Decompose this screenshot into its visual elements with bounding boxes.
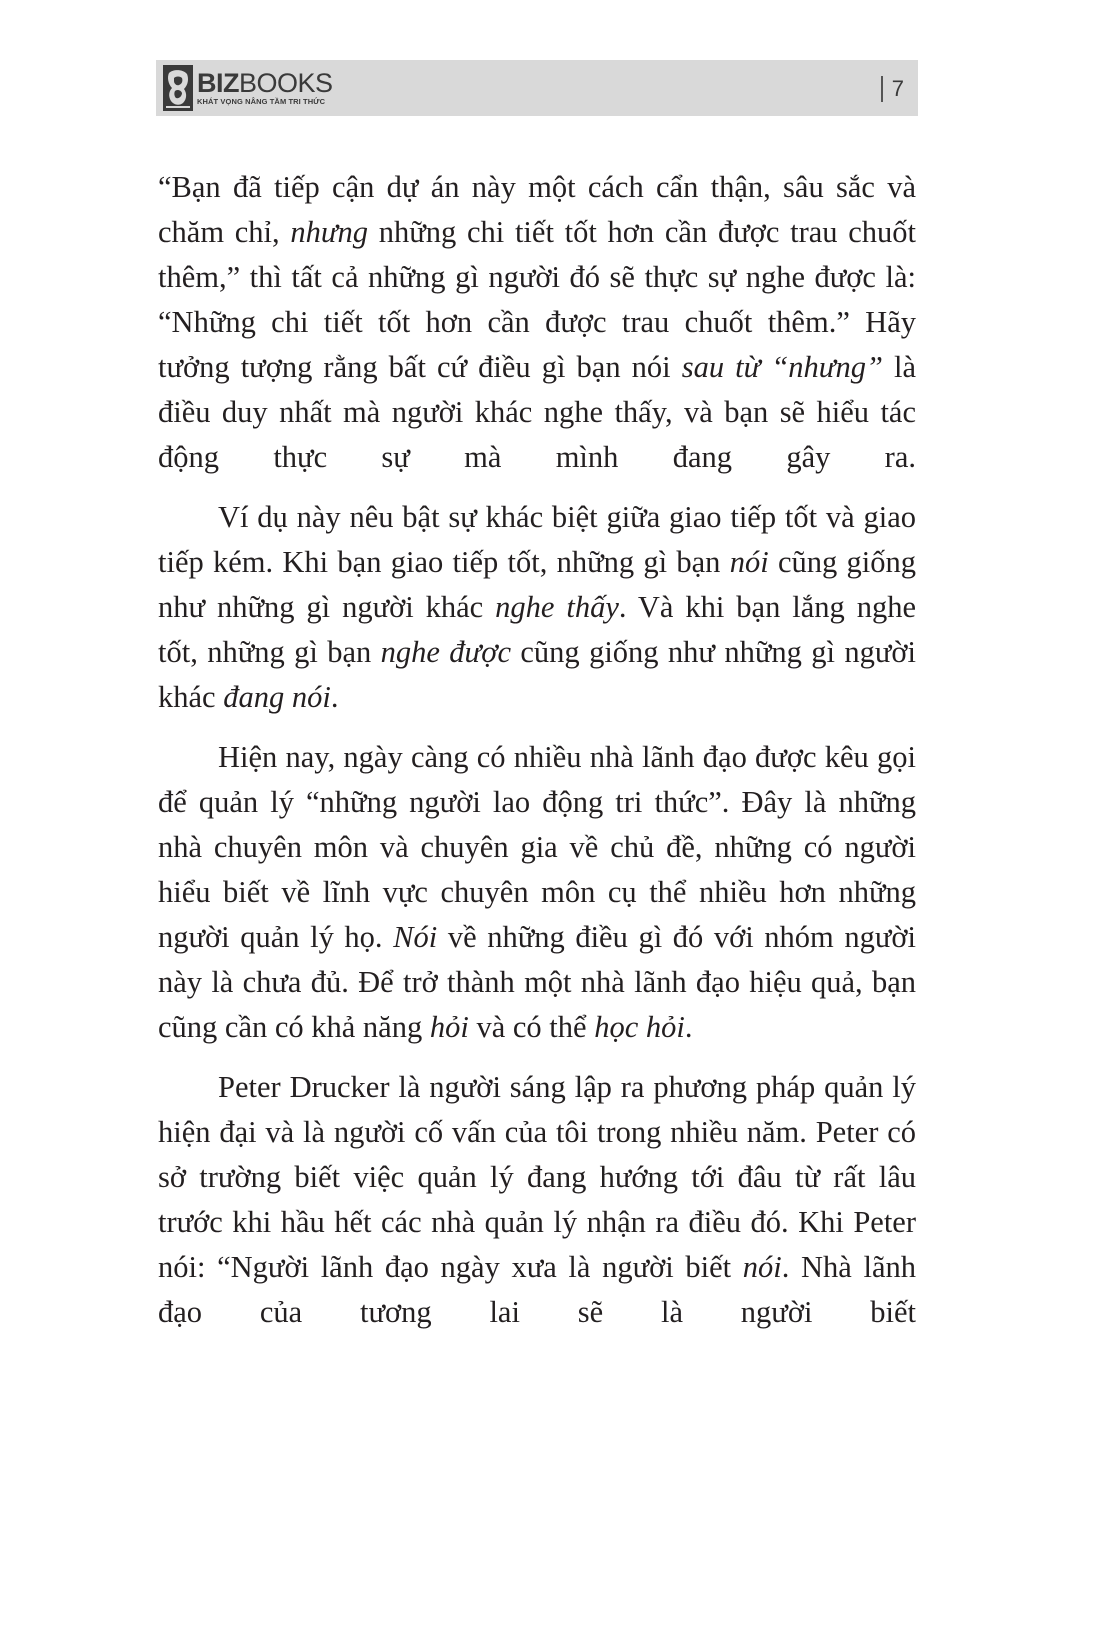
lion-emblem-icon: [163, 65, 193, 111]
p3-italic-3: học hỏi: [594, 1010, 685, 1044]
paragraph-4: [158, 1065, 916, 1335]
p2-text-5: .: [330, 680, 339, 714]
p4-text-2: . Nhà lãnh đạo của tương lai sẽ là người biết: [158, 1250, 916, 1329]
page-number-divider: [881, 76, 883, 102]
p2-italic-4: đang nói: [223, 680, 331, 714]
p3-text-3: và có thể: [468, 1010, 595, 1044]
p2-text-4: cũng giống như những gì người khác: [158, 635, 916, 714]
p1-italic-1: nhưng: [290, 215, 369, 249]
brand-tagline: KHÁT VỌNG NÂNG TẦM TRI THỨC: [197, 96, 326, 106]
p3-text-4: .: [684, 1010, 693, 1044]
p1-text-3: là điều duy nhất mà người khác nghe thấy, và bạn sẽ hiểu tác động thực sự mà mình đang gây ra.: [158, 350, 916, 474]
body-text: [158, 165, 916, 1350]
page-number-area: [881, 74, 904, 104]
p4-text-1: Peter Drucker là người sáng lập ra phương pháp quản lý hiện đại và là người cố vấn của tôi trong nhiều năm. Peter có sở trường biết việc quản lý đang hướng tới đâu từ rất lâu trước khi hầu hết các nhà quản lý nhận ra điều đó. Khi Peter nói: “Người lãnh đạo ngày xưa là người biết: [158, 1070, 916, 1284]
p4-italic-1: nói: [742, 1250, 782, 1284]
p3-text-2: về những điều gì đó với nhóm người này là chưa đủ. Để trở thành một nhà lãnh đạo hiệu quả, bạn cũng cần có khả năng: [158, 920, 916, 1044]
brand-name: [197, 67, 333, 98]
logo-text: [197, 67, 333, 107]
p2-italic-3: nghe được: [380, 635, 512, 669]
p1-text-2: những chi tiết tốt hơn cần được trau chuốt thêm,” thì tất cả những gì người đó sẽ thực sự nghe được là: “Những chi tiết tốt hơn cần được trau chuốt thêm.” Hãy tưởng tượng rằng bất cứ điều gì bạn nói: [158, 215, 916, 384]
p3-italic-1: Nói: [393, 920, 438, 954]
p2-italic-2: nghe thấy: [495, 590, 619, 624]
paragraph-3: [158, 735, 916, 1050]
p2-italic-1: nói: [729, 545, 769, 579]
brand-name-regular: BOOKS: [239, 67, 333, 98]
brand-name-bold: BIZ: [197, 67, 239, 98]
bizbooks-logo: [163, 65, 333, 111]
running-header: [156, 60, 918, 116]
p2-text-2: cũng giống như những gì người khác: [158, 545, 916, 624]
p2-text-3: . Và khi bạn lắng nghe tốt, những gì bạn: [158, 590, 916, 669]
p1-italic-2: sau từ “nhưng”: [681, 350, 883, 384]
paragraph-1: [158, 165, 916, 480]
p1-text-1: “Bạn đã tiếp cận dự án này một cách cẩn thận, sâu sắc và chăm chỉ,: [158, 170, 916, 249]
paragraph-2: [158, 495, 916, 720]
p2-text-1: Ví dụ này nêu bật sự khác biệt giữa giao tiếp tốt và giao tiếp kém. Khi bạn giao tiếp tốt, những gì bạn: [158, 500, 916, 579]
page-number: 7: [891, 76, 904, 101]
p3-text-1: Hiện nay, ngày càng có nhiều nhà lãnh đạo được kêu gọi để quản lý “những người lao động tri thức”. Đây là những nhà chuyên môn và chuyên gia về chủ đề, những có người hiểu biết về lĩnh vực chuyên môn cụ thể nhiều hơn những người quản lý họ.: [158, 740, 916, 954]
p3-italic-2: hỏi: [429, 1010, 469, 1044]
